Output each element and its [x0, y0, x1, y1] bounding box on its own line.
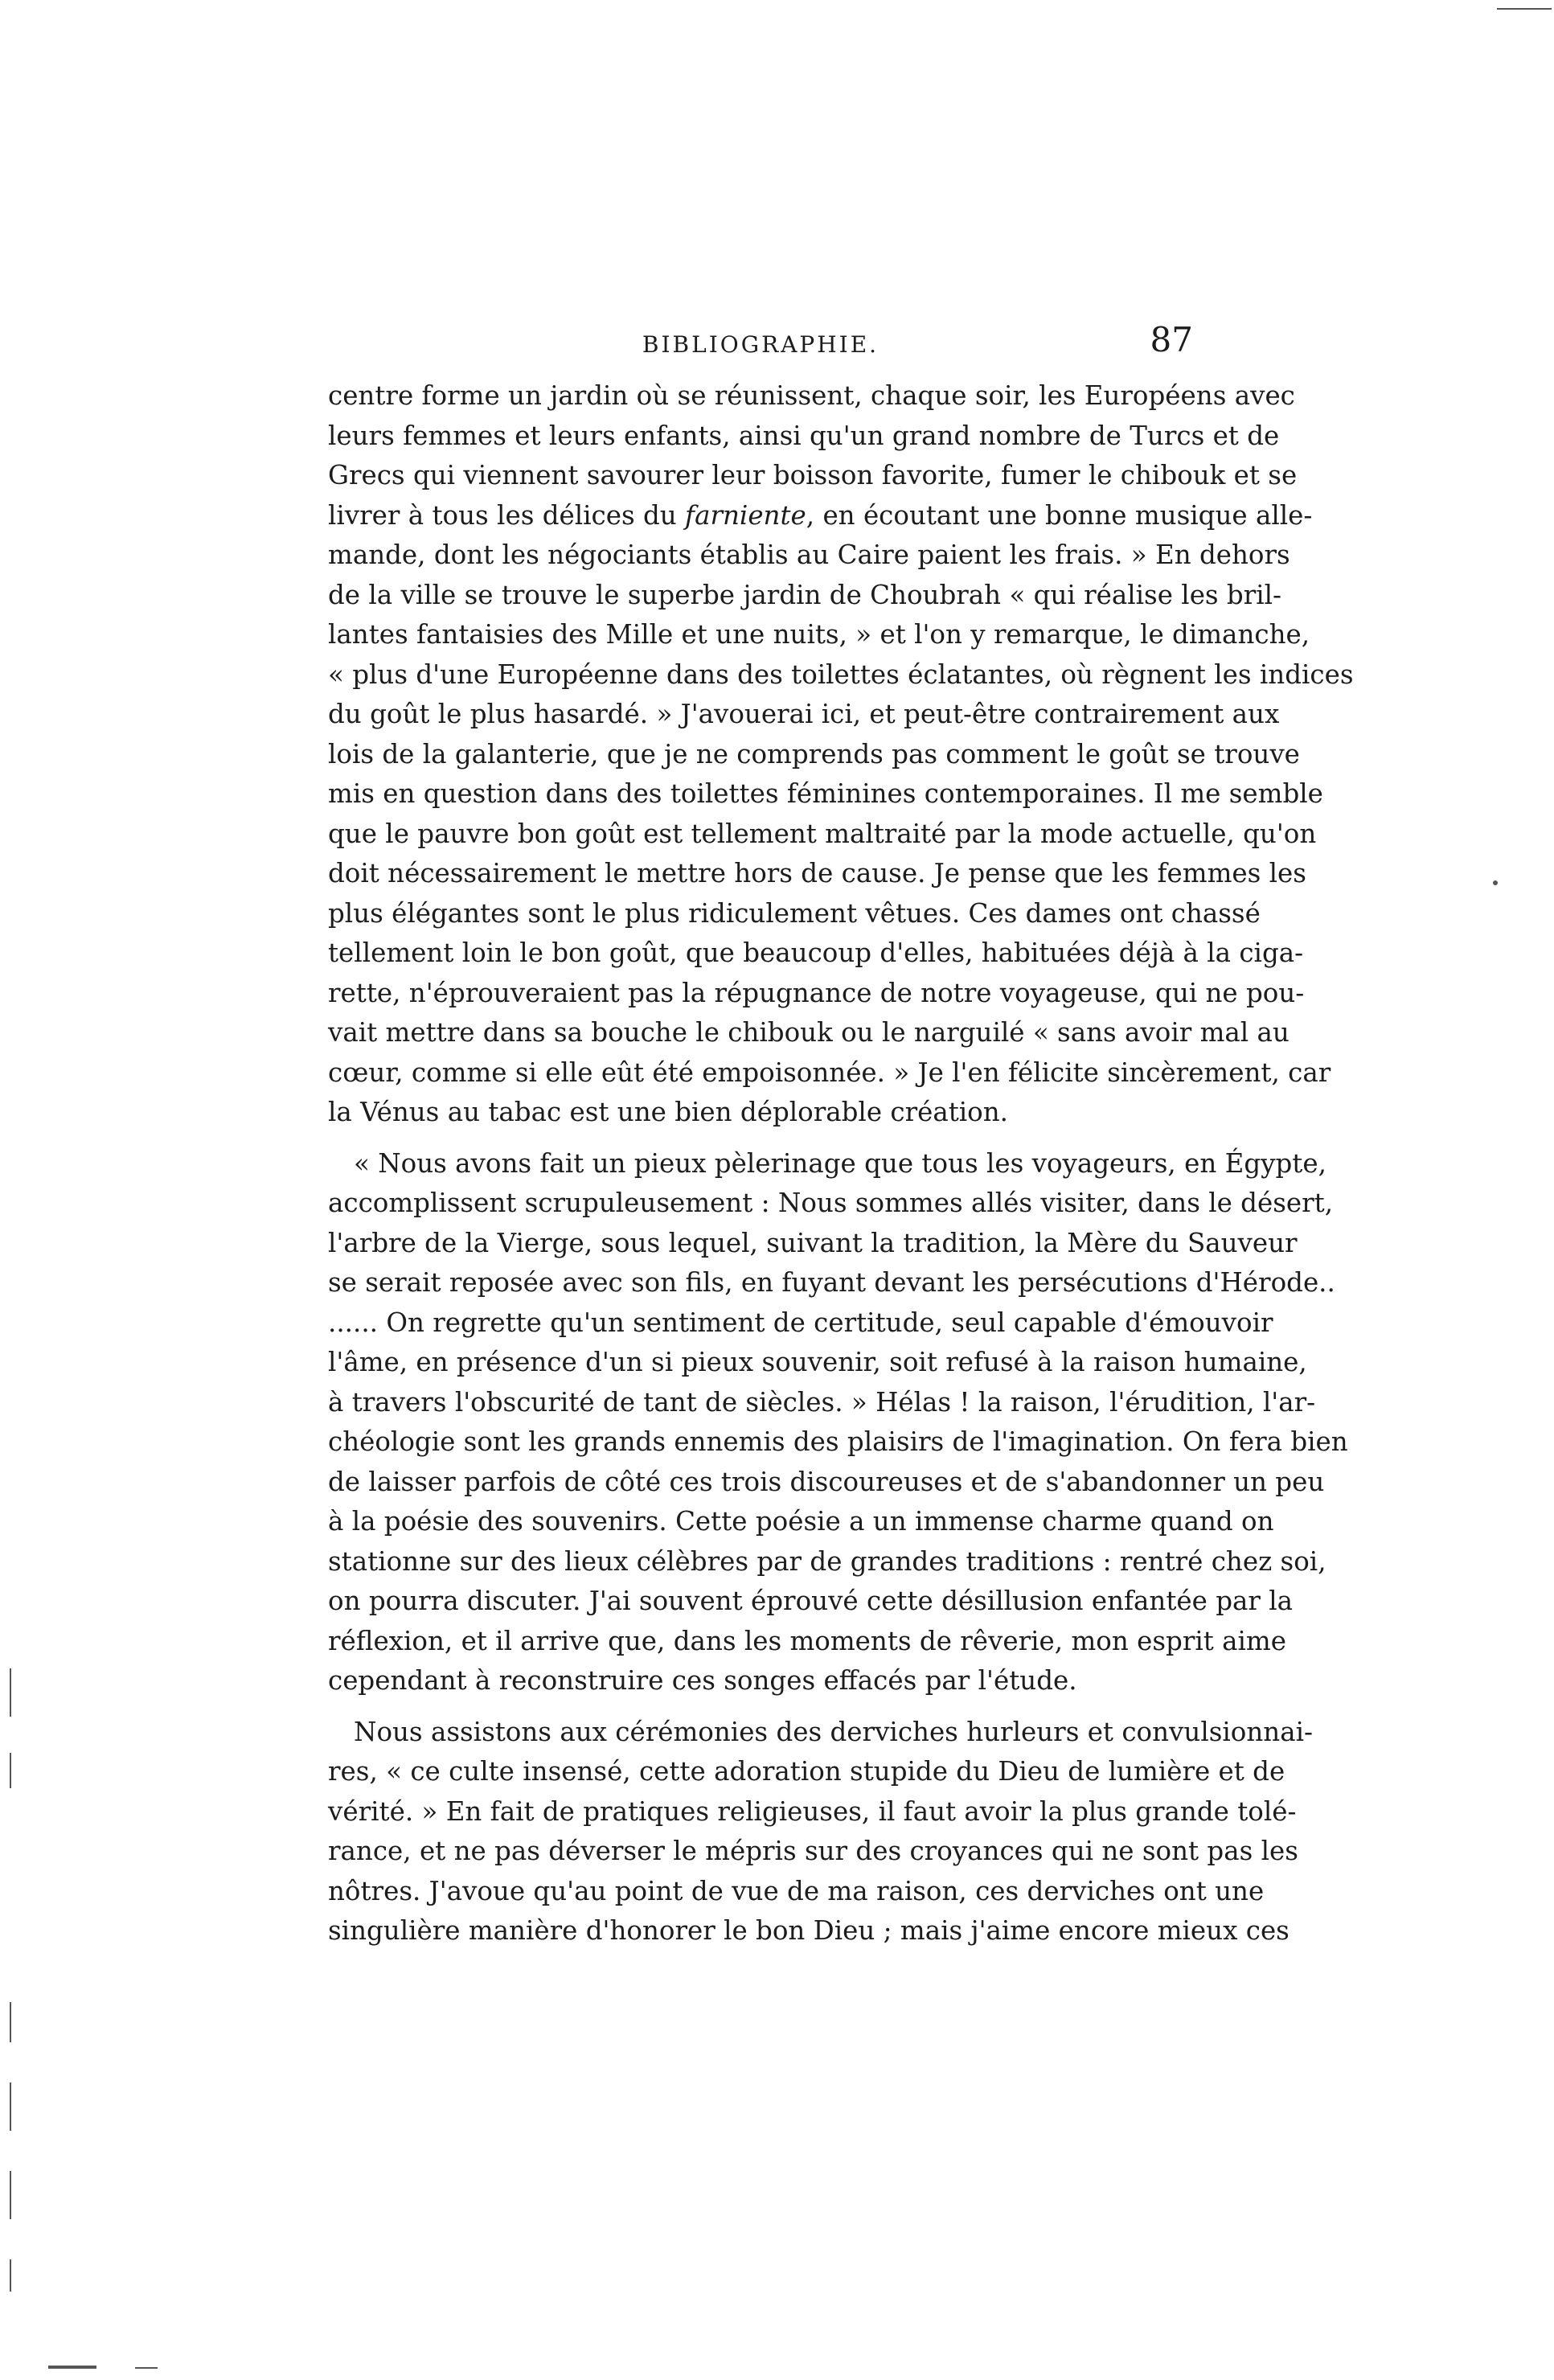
text-line: mande, dont les négociants établis au Caire paient les frais. » En dehors: [328, 540, 1290, 570]
text-line: que le pauvre bon goût est tellement maltraité par la mode actuelle, qu'on: [328, 818, 1317, 849]
text-line: du goût le plus hasardé. » J'avouerai ici, et peut-être contrairement aux: [328, 699, 1280, 729]
text-line: l'arbre de la Vierge, sous lequel, suivant la tradition, la Mère du Sauveur: [328, 1227, 1298, 1258]
scan-mark-left: [10, 1753, 11, 1788]
text-line: de la ville se trouve le superbe jardin de Choubrah « qui réalise les bril-: [328, 579, 1282, 610]
scan-mark-left: [10, 2259, 11, 2292]
scan-mark-left: [10, 2082, 11, 2131]
scan-mark-bottom: [48, 2366, 96, 2369]
text-line: à la poésie des souvenirs. Cette poésie a un immense charme quand on: [328, 1506, 1274, 1537]
text-line: plus élégantes sont le plus ridiculement vêtues. Ces dames ont chassé: [328, 897, 1261, 929]
text-line: accomplissent scrupuleusement : Nous sommes allés visiter, dans le désert,: [328, 1188, 1334, 1218]
text-line: [328, 496, 1313, 536]
text-line: ...... On regrette qu'un sentiment de certitude, seul capable d'émouvoir: [328, 1307, 1273, 1338]
text-line: doit nécessairement le mettre hors de cause. Je pense que les femmes les: [328, 858, 1306, 888]
text-line: lantes fantaisies des Mille et une nuits, » et l'on y remarque, le dimanche,: [328, 619, 1310, 650]
page-number: 87: [1150, 320, 1193, 359]
text-line: mis en question dans des toilettes féminines contemporaines. Il me semble: [328, 778, 1323, 809]
text-line: rance, et ne pas déverser le mépris sur des croyances qui ne sont pas les: [328, 1836, 1298, 1866]
text-line: de laisser parfois de côté ces trois discoureuses et de s'abandonner un peu: [328, 1466, 1325, 1497]
paragraph-gap: [328, 1133, 1193, 1144]
scan-mark-top-right: [1497, 8, 1552, 10]
text-line: réflexion, et il arrive que, dans les moments de rêverie, mon esprit aime: [328, 1625, 1286, 1656]
scan-mark-left: [10, 1668, 11, 1717]
body-text: [328, 376, 1354, 1951]
text-line: nôtres. J'avoue qu'au point de vue de ma raison, ces derviches ont une: [328, 1875, 1265, 1906]
text-line: cœur, comme si elle eût été empoisonnée. » Je l'en félicite sincèrement, car: [328, 1057, 1331, 1088]
text-line: la Vénus au tabac est une bien déplorable création.: [328, 1097, 1009, 1127]
text-line: se serait reposée avec son fils, en fuyant devant les persécutions d'Hérode..: [328, 1267, 1335, 1298]
scan-dot-right: [1493, 880, 1498, 885]
text-line: rette, n'éprouveraient pas la répugnance de notre voyageuse, qui ne pou-: [328, 977, 1305, 1008]
text-line: lois de la galanterie, que je ne comprends pas comment le goût se trouve: [328, 738, 1300, 769]
text-line: « plus d'une Européenne dans des toilettes éclatantes, où règnent les indices: [328, 659, 1354, 690]
italic-term: farniente: [685, 499, 806, 531]
text-line: tellement loin le bon goût, que beaucoup d'elles, habituées déjà à la ciga-: [328, 938, 1304, 968]
paragraph-gap: [328, 1701, 1193, 1713]
text-line: cependant à reconstruire ces songes effacés par l'étude.: [328, 1665, 1077, 1696]
text-line: singulière manière d'honorer le bon Dieu ; mais j'aime encore mieux ces: [328, 1915, 1290, 1946]
text-line: « Nous avons fait un pieux pèlerinage que tous les voyageurs, en Égypte,: [354, 1147, 1326, 1179]
text-line: res, « ce culte insensé, cette adoration stupide du Dieu de lumière et de: [328, 1756, 1285, 1787]
text-line: on pourra discuter. J'ai souvent éprouvé cette désillusion enfantée par la: [328, 1586, 1294, 1616]
text-line: à travers l'obscurité de tant de siècles. » Hélas ! la raison, l'érudition, l'ar-: [328, 1386, 1316, 1418]
text-line: centre forme un jardin où se réunissent, chaque soir, les Européens avec: [328, 380, 1295, 411]
scan-mark-left: [10, 2171, 11, 2219]
text-line: vait mettre dans sa bouche le chibouk ou le narguilé « sans avoir mal au: [328, 1017, 1290, 1048]
text-line: stationne sur des lieux célèbres par de grandes traditions : rentré chez soi,: [328, 1545, 1326, 1577]
text-line: Grecs qui viennent savourer leur boisson favorite, fumer le chibouk et se: [328, 460, 1298, 490]
text-line: chéologie sont les grands ennemis des plaisirs de l'imagination. On fera bien: [328, 1426, 1348, 1457]
running-title: BIBLIOGRAPHIE.: [642, 331, 880, 358]
text-line: Nous assistons aux cérémonies des derviches hurleurs et convulsionnai-: [354, 1716, 1313, 1747]
scan-mark-bottom: [135, 2367, 158, 2369]
page-header: [328, 320, 1193, 376]
text-segment: livrer à tous les délices du: [328, 499, 686, 531]
text-line: vérité. » En fait de pratiques religieuses, il faut avoir la plus grande tolé-: [328, 1795, 1297, 1827]
text-line: l'âme, en présence d'un si pieux souvenir, soit refusé à la raison humaine,: [328, 1347, 1307, 1377]
text-segment: , en écoutant une bonne musique alle-: [806, 499, 1313, 531]
scan-mark-left: [10, 2002, 11, 2042]
text-line: leurs femmes et leurs enfants, ainsi qu'un grand nombre de Turcs et de: [328, 420, 1280, 451]
